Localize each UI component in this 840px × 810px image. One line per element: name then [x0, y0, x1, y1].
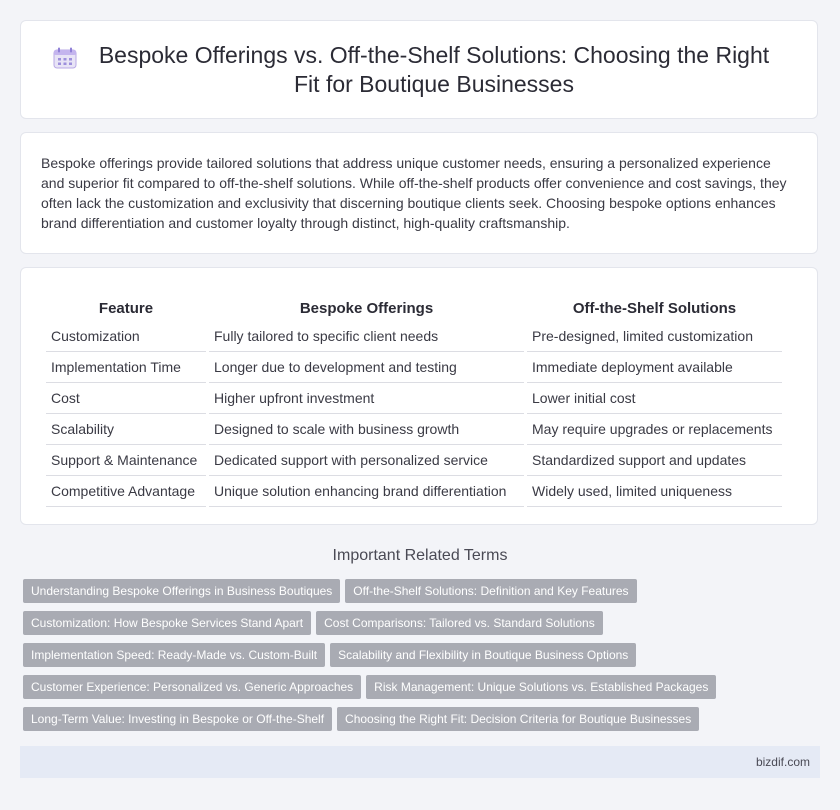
table-cell: Immediate deployment available: [527, 352, 782, 383]
table-row: [46, 414, 782, 445]
table-cell: Higher upfront investment: [209, 383, 524, 414]
tag-row: [23, 611, 723, 643]
table-row: [46, 445, 782, 476]
related-term-link[interactable]: Choosing the Right Fit: Decision Criteria for Boutique Businesses: [337, 707, 699, 731]
table-row: [46, 352, 782, 383]
related-term-link[interactable]: Long-Term Value: Investing in Bespoke or Off-the-Shelf: [23, 707, 332, 731]
table-cell: Scalability: [46, 414, 206, 445]
table-cell: Longer due to development and testing: [209, 352, 524, 383]
comparison-card: [20, 267, 818, 525]
table-row: [46, 321, 782, 352]
table-cell: Standardized support and updates: [527, 445, 782, 476]
table-cell: Support & Maintenance: [46, 445, 206, 476]
table-cell: Unique solution enhancing brand differentiation: [209, 476, 524, 507]
related-term-link[interactable]: Off-the-Shelf Solutions: Definition and Key Features: [345, 579, 636, 603]
intro-card: [20, 132, 818, 254]
related-term-link[interactable]: Understanding Bespoke Offerings in Business Boutiques: [23, 579, 340, 603]
related-terms-title: Important Related Terms: [332, 547, 508, 564]
header-off-the-shelf: Off-the-Shelf Solutions: [572, 300, 737, 317]
intro-text: Bespoke offerings provide tailored solutions that address unique customer needs, ensuring a personalized experience and superior fit compared to off-the-shelf solutions. While off-the-shelf products offer convenience and cost savings, they often lack the customization and exclusivity that discerning boutique clients seek. Choosing bespoke options enhances brand differentiation and customer loyalty through distinct, high-quality craftsmanship.: [41, 155, 787, 231]
tag-row: [23, 707, 723, 739]
related-term-link[interactable]: Customization: How Bespoke Services Stand Apart: [23, 611, 311, 635]
table-cell: Competitive Advantage: [46, 476, 206, 507]
related-term-link[interactable]: Customer Experience: Personalized vs. Generic Approaches: [23, 675, 361, 699]
table-cell: Designed to scale with business growth: [209, 414, 524, 445]
related-term-link[interactable]: Scalability and Flexibility in Boutique Business Options: [330, 643, 636, 667]
tag-row: [23, 643, 723, 675]
table-cell: Widely used, limited uniqueness: [527, 476, 782, 507]
footer-site-link[interactable]: bizdif.com: [755, 755, 810, 769]
table-cell: Dedicated support with personalized service: [209, 445, 524, 476]
calendar-icon: [53, 47, 77, 69]
tag-row: [23, 579, 723, 611]
table-header-row: [46, 296, 782, 321]
table-cell: Lower initial cost: [527, 383, 782, 414]
table-row: [46, 383, 782, 414]
related-terms-list: [23, 579, 723, 739]
tag-row: [23, 675, 723, 707]
table-cell: Implementation Time: [46, 352, 206, 383]
page-title: Bespoke Offerings vs. Off-the-Shelf Solutions: Choosing the Right Fit for Boutique Businesses: [98, 41, 770, 97]
header-bespoke: Bespoke Offerings: [299, 300, 434, 317]
related-term-link[interactable]: Implementation Speed: Ready-Made vs. Custom-Built: [23, 643, 325, 667]
table-cell: Customization: [46, 321, 206, 352]
footer: [20, 746, 820, 778]
table-cell: Fully tailored to specific client needs: [209, 321, 524, 352]
related-term-link[interactable]: Cost Comparisons: Tailored vs. Standard Solutions: [316, 611, 603, 635]
table-cell: May require upgrades or replacements: [527, 414, 782, 445]
table-row: [46, 476, 782, 507]
table-cell: Pre-designed, limited customization: [527, 321, 782, 352]
table-cell: Cost: [46, 383, 206, 414]
header-card: [20, 20, 818, 119]
header-feature: Feature: [98, 300, 154, 317]
comparison-table: [43, 296, 785, 507]
related-term-link[interactable]: Risk Management: Unique Solutions vs. Established Packages: [366, 675, 716, 699]
